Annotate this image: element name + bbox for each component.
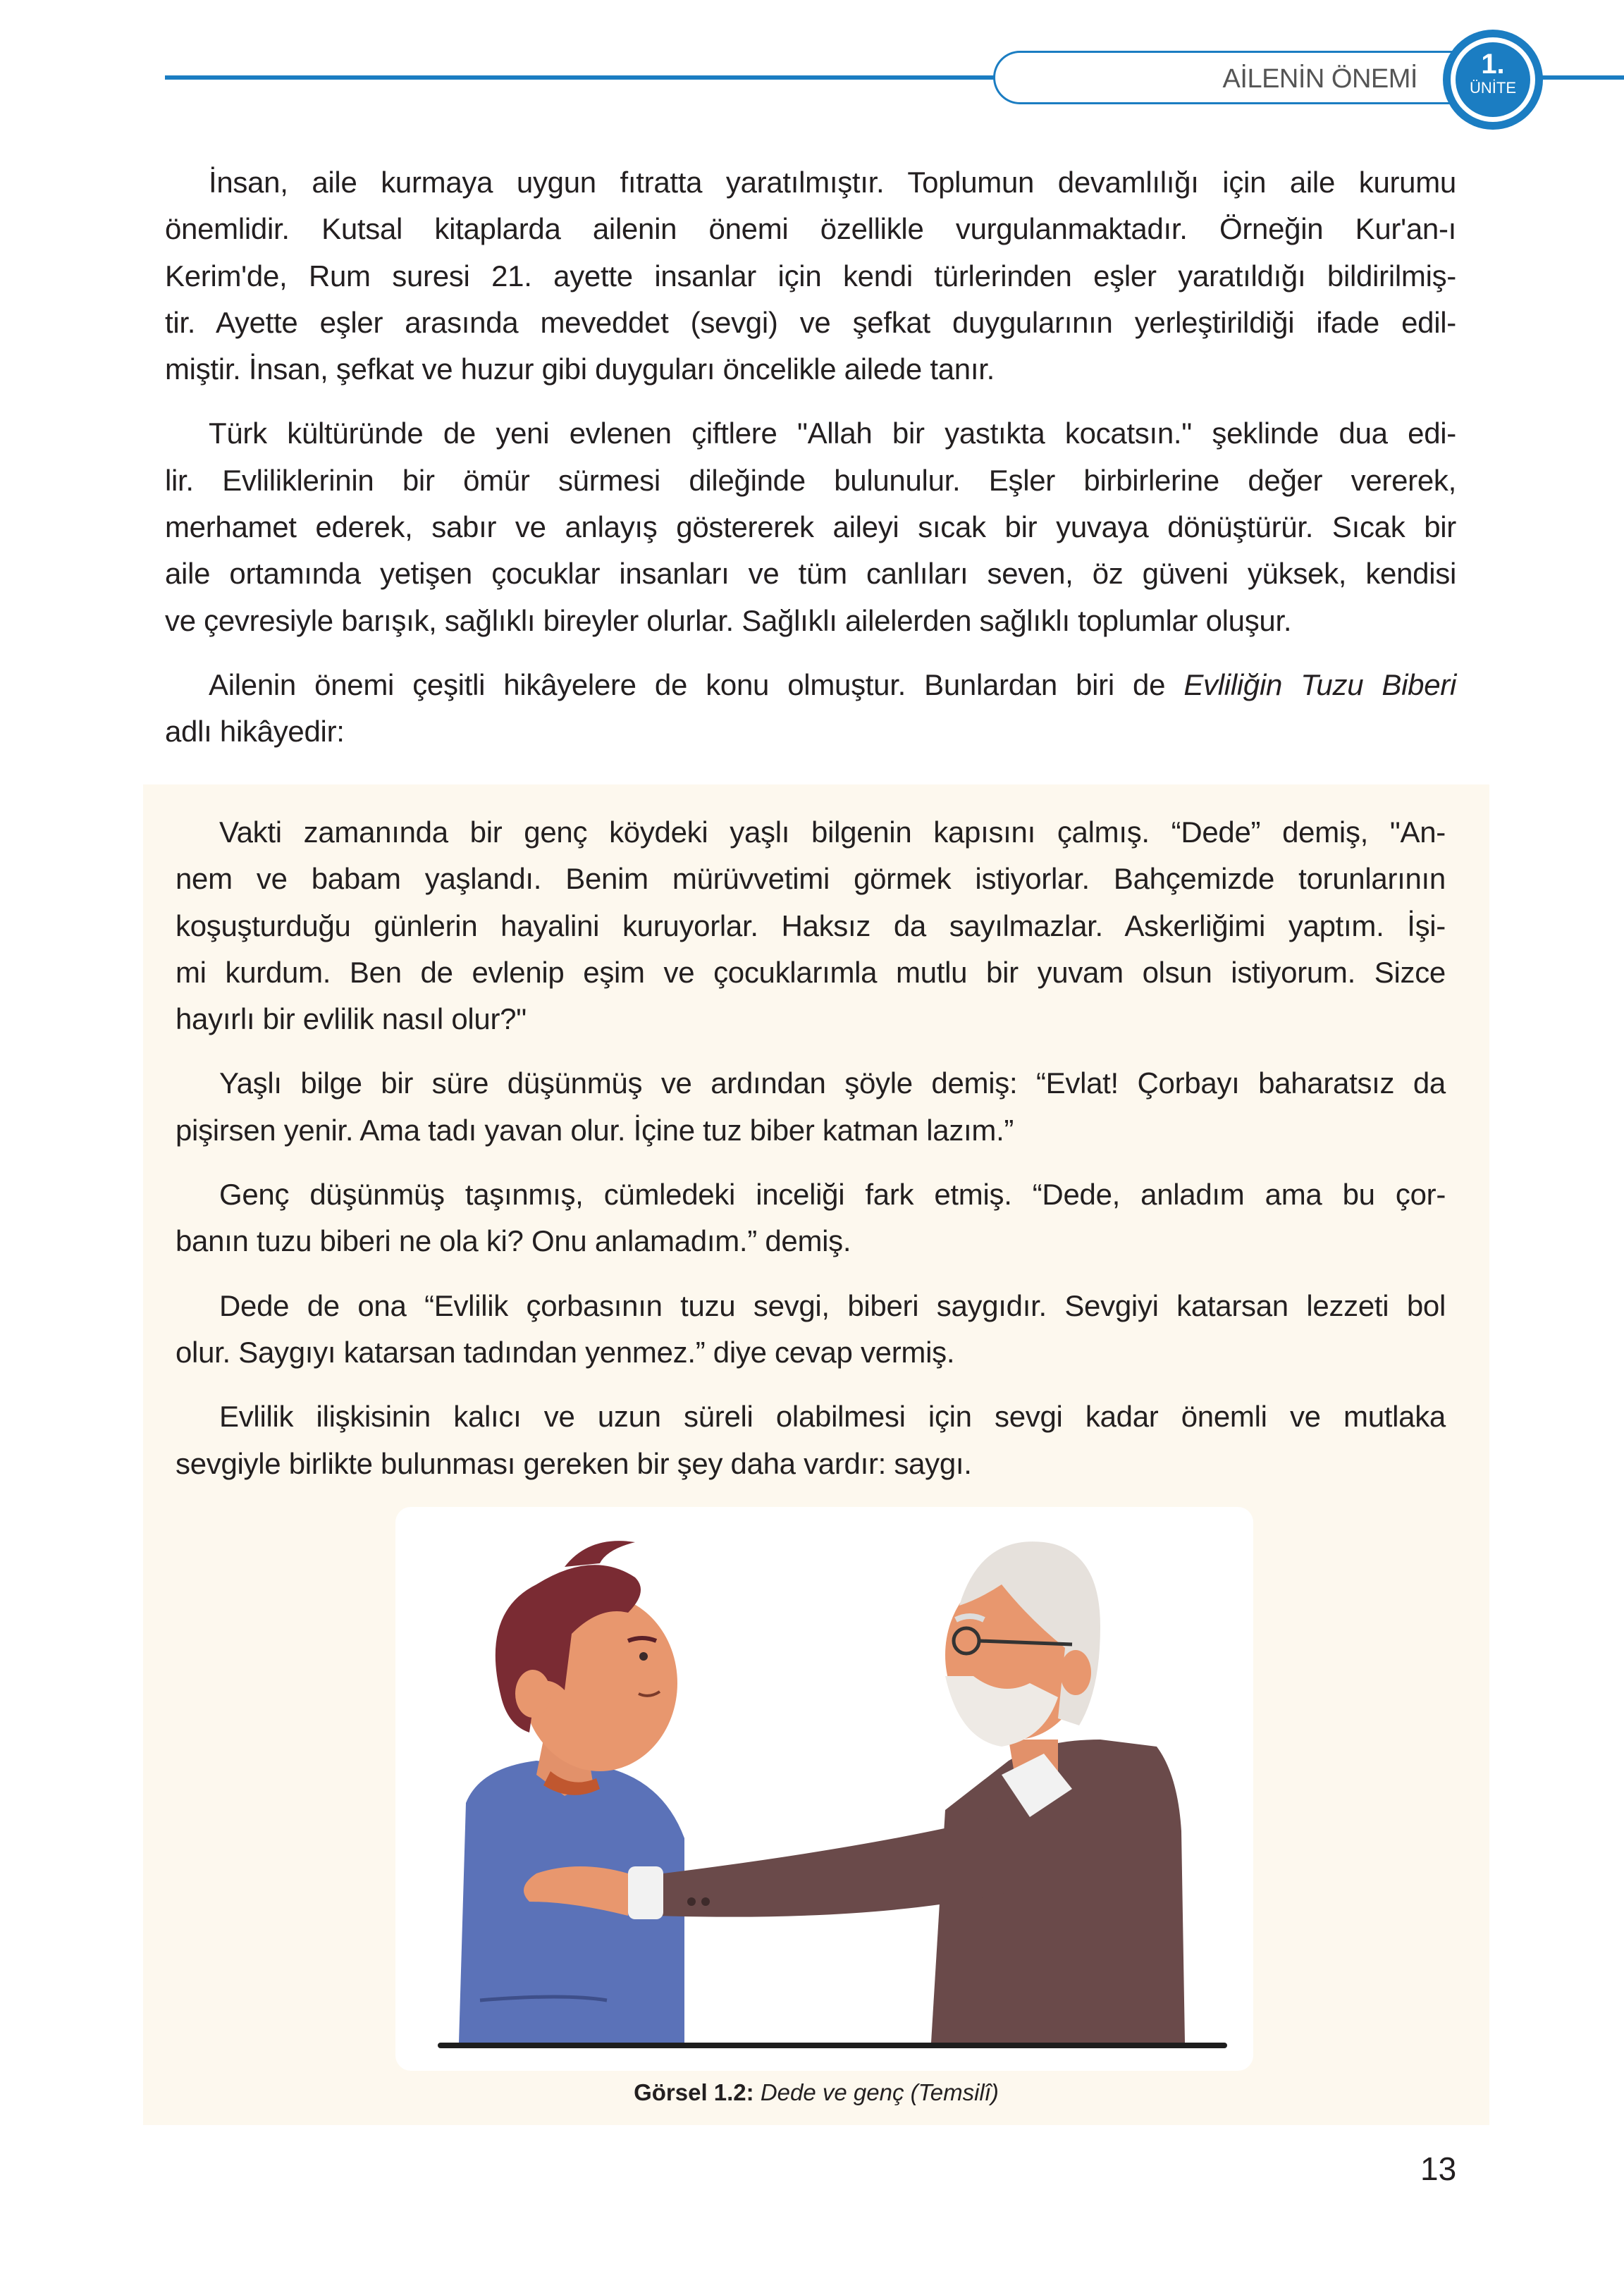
unit-label: ÜNİTE (1470, 79, 1516, 97)
text-line: mi kurdum. Ben de evlenip eşim ve çocuklarımla mutlu bir yuvam olsun istiyorum. Sizce (176, 955, 1446, 989)
page-number: 13 (1420, 2150, 1457, 2187)
text-line: İnsan, aile kurmaya uygun fıtratta yaratılmıştır. Toplumun devamlılığı için aile kurumu (209, 166, 1456, 199)
unit-badge (1443, 30, 1543, 130)
figure-label: Görsel 1.2: (634, 2079, 754, 2105)
text-line: banın tuzu biberi ne ola ki? Onu anlamadım.” demiş. (176, 1224, 851, 1258)
intro-text (165, 159, 1456, 773)
story-box (143, 784, 1489, 2125)
illustration-card (395, 1507, 1253, 2071)
young-man-figure (459, 1541, 684, 2043)
paragraph (165, 410, 1456, 644)
text-line: ve çevresiyle barışık, sağlıklı bireyler olurlar. Sağlıklı ailelerden sağlıklı toplumlar oluşur. (165, 603, 1292, 637)
paragraph (176, 1171, 1446, 1265)
text-line: Kerim'de, Rum suresi 21. ayette insanlar için kendi türlerinden eşler yaratıldığı bildirilmiş- (165, 259, 1456, 293)
text-line: aile ortamında yetişen çocuklar insanları ve tüm canlıları seven, öz güveni yüksek, kendisi (165, 557, 1456, 591)
grandfather-and-young-man-illustration (395, 1507, 1253, 2071)
section-header (993, 51, 1487, 104)
text-line (165, 662, 1456, 708)
text-line: Yaşlı bilge bir süre düşünmüş ve ardından şöyle demiş: “Evlat! Çorbayı baharatsız da (219, 1066, 1446, 1100)
figure-caption-text: Dede ve genç (Temsilî) (760, 2079, 999, 2105)
paragraph (165, 662, 1456, 756)
paragraph (176, 1060, 1446, 1154)
text-line: koşuşturduğu günlerin hayalini kuruyorlar. Haksız da sayılmazlar. Askerliğimi yaptım. İşi- (176, 909, 1446, 942)
paragraph (165, 159, 1456, 393)
text-line: olur. Saygıyı katarsan tadından yenmez.” diye cevap vermiş. (176, 1335, 955, 1369)
text-line: tir. Ayette eşler arasında meveddet (sevgi) ve şefkat duygularının yerleştirildiği ifade edil- (165, 305, 1456, 339)
header-rule-right (1537, 75, 1624, 80)
text-line: nem ve babam yaşlandı. Benim mürüvvetimi görmek istiyorlar. Bahçemizde torunlarının (176, 862, 1446, 896)
text-line: pişirsen yenir. Ama tadı yavan olur. İçine tuz biber katman lazım.” (176, 1113, 1014, 1147)
text-line: Evlilik ilişkisinin kalıcı ve uzun süreli olabilmesi için sevgi kadar önemli ve mutlaka (219, 1400, 1446, 1434)
text-line: sevgiyle birlikte bulunması gereken bir şey daha vardır: saygı. (176, 1446, 972, 1480)
text-line: önemlidir. Kutsal kitaplarda ailenin önemi özellikle vurgulanmaktadır. Örneğin Kur'an-ı (165, 212, 1456, 246)
story-text (176, 809, 1446, 1505)
ground-line (438, 2043, 1227, 2048)
paragraph (176, 1393, 1446, 1487)
text-line: lir. Evliliklerinin bir ömür sürmesi dileğinde bulunulur. Eşler birbirlerine değer vererek, (165, 463, 1456, 497)
section-title: AİLENİN ÖNEMİ (1222, 64, 1417, 94)
header-rule-left (165, 75, 997, 80)
text-line: merhamet ederek, sabır ve anlayış göstererek aileyi sıcak bir yuvaya dönüştürür. Sıcak bir (165, 510, 1456, 544)
text-line: Dede de ona “Evlilik çorbasının tuzu sevgi, biberi saygıdır. Sevgiyi katarsan lezzeti bol (219, 1288, 1446, 1322)
text-line: miştir. İnsan, şefkat ve huzur gibi duyguları öncelikle ailede tanır. (165, 352, 995, 386)
text-line: adlı hikâyedir: (165, 715, 345, 749)
story-title: Evliliğin Tuzu Biberi (1183, 667, 1457, 701)
paragraph (176, 809, 1446, 1042)
text-line: Vakti zamanında bir genç köydeki yaşlı bilgenin kapısını çalmış. “Dede” demiş, "An- (219, 815, 1446, 849)
paragraph (176, 1283, 1446, 1377)
text-line: hayırlı bir evlilik nasıl olur?" (176, 1002, 527, 1036)
text-run: Ailenin önemi çeşitli hikâyelere de konu olmuştur. Bunlardan biri de (209, 667, 1184, 701)
text-line: Türk kültüründe de yeni evlenen çiftlere "Allah bir yastıkta kocatsın." şeklinde dua edi- (209, 417, 1456, 450)
unit-number: 1. (1481, 49, 1505, 80)
figure-caption (143, 2079, 1489, 2106)
text-line: Genç düşünmüş taşınmış, cümledeki inceliği fark etmiş. “Dede, anladım ama bu çor- (219, 1178, 1446, 1212)
